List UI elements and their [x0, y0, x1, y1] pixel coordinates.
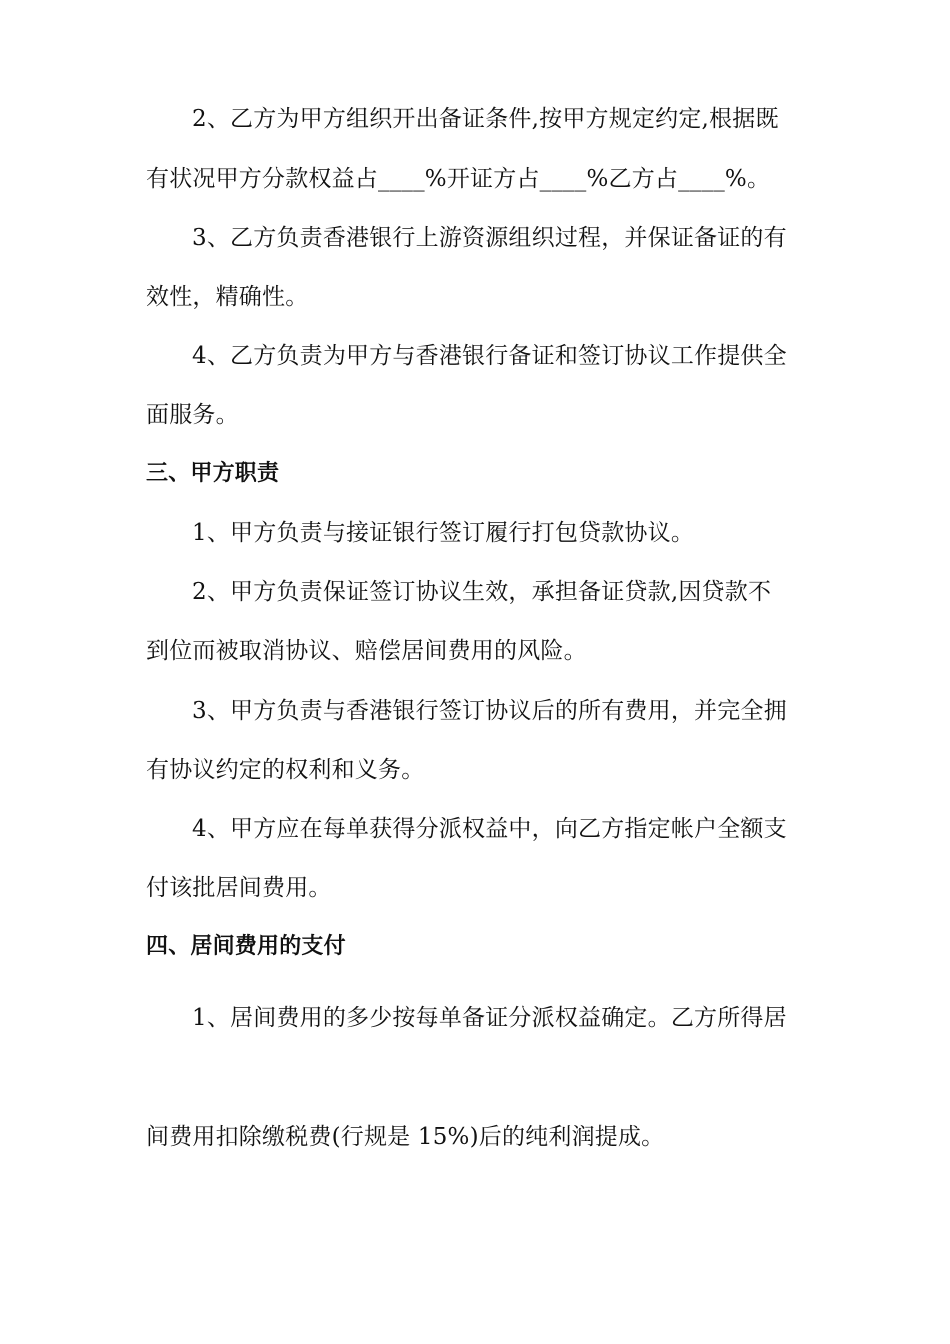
paragraph-line: 到位而被取消协议、赔偿居间费用的风险。 — [146, 638, 587, 664]
paragraph-line: 4、乙方负责为甲方与香港银行备证和签订协议工作提供全 — [192, 343, 787, 369]
paragraph-line: 面服务。 — [146, 402, 239, 428]
paragraph-line: 4、甲方应在每单获得分派权益中，向乙方指定帐户全额支 — [192, 816, 787, 842]
paragraph-line: 3、乙方负责香港银行上游资源组织过程，并保证备证的有 — [192, 225, 787, 251]
paragraph-line: 间费用扣除缴税费(行规是 15%)后的纯利润提成。 — [146, 1124, 665, 1150]
section-heading: 三、甲方职责 — [146, 461, 280, 486]
paragraph-line: 1、甲方负责与接证银行签订履行打包贷款协议。 — [192, 520, 695, 546]
paragraph-line: 有状况甲方分款权益占____%开证方占____%乙方占____%。 — [146, 166, 771, 192]
paragraph-line: 付该批居间费用。 — [146, 875, 332, 901]
paragraph-line: 2、甲方负责保证签订协议生效，承担备证贷款,因贷款不 — [192, 579, 772, 605]
paragraph-line: 2、乙方为甲方组织开出备证条件,按甲方规定约定,根据既 — [192, 106, 779, 132]
paragraph-line: 1、居间费用的多少按每单备证分派权益确定。乙方所得居 — [192, 1005, 787, 1031]
section-heading: 四、居间费用的支付 — [146, 934, 346, 959]
paragraph-line: 3、甲方负责与香港银行签订协议后的所有费用，并完全拥 — [192, 698, 787, 724]
paragraph-line: 效性，精确性。 — [146, 284, 309, 310]
paragraph-line: 有协议约定的权利和义务。 — [146, 757, 425, 783]
